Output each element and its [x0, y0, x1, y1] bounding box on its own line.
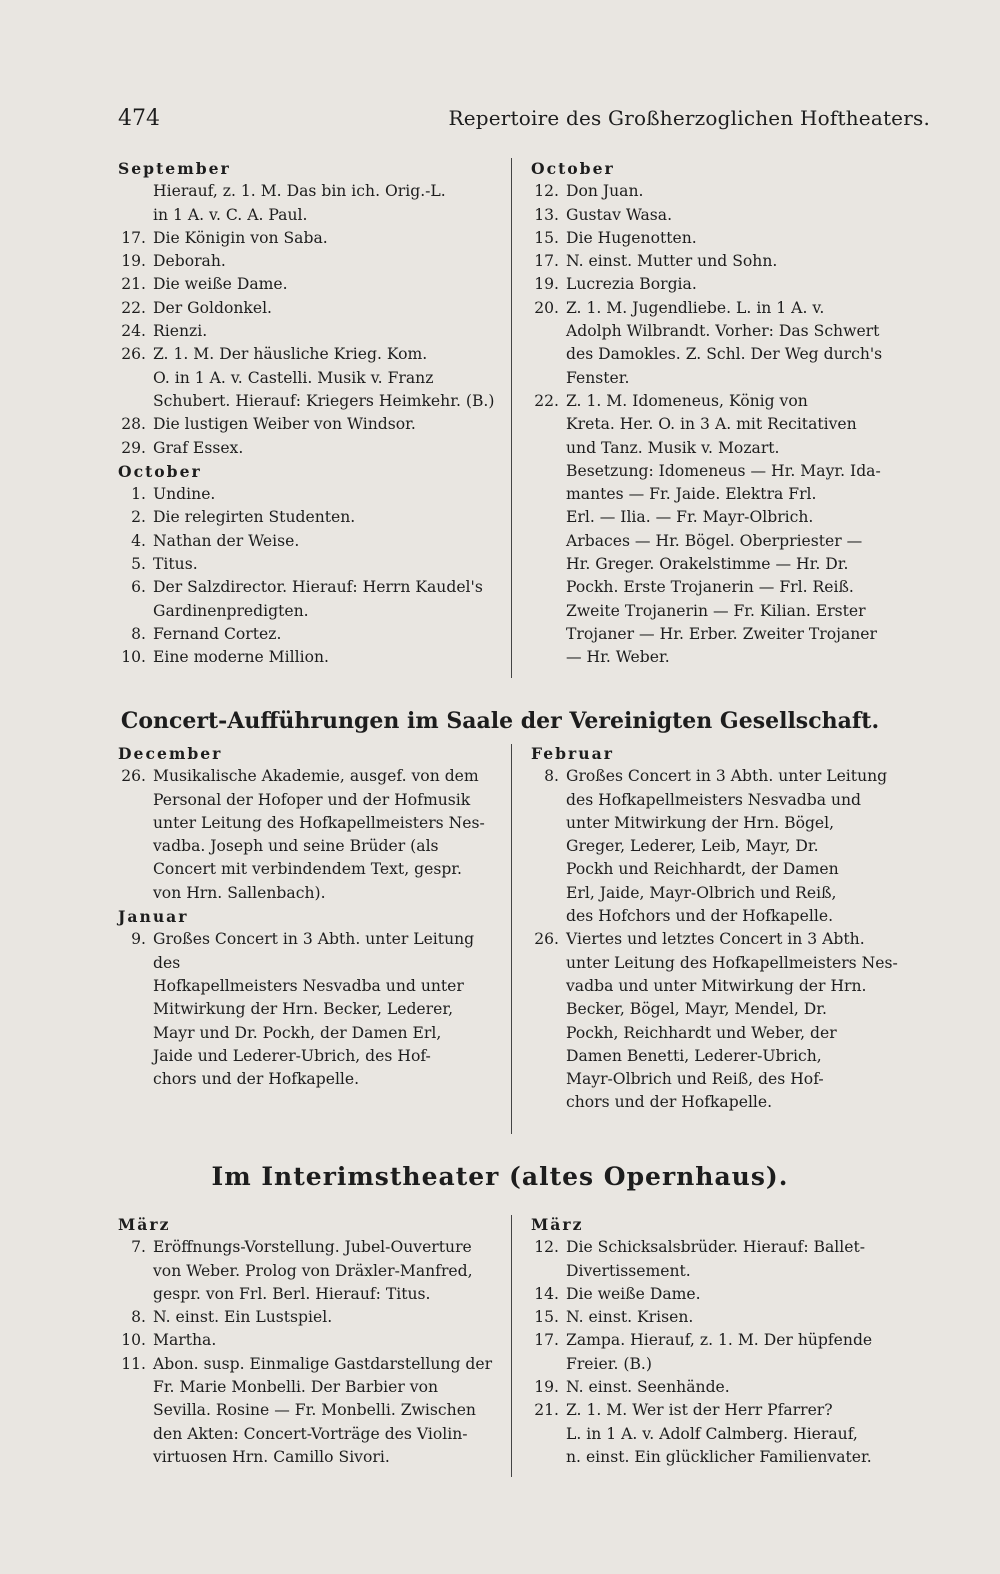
entry-day: 4. — [131, 531, 146, 550]
entry-line: Martha. — [153, 1331, 217, 1350]
entry-line: gespr. von Frl. Berl. Hierauf: Titus. — [153, 1284, 431, 1303]
entry-text — [566, 297, 926, 390]
month-heading: Februar — [531, 744, 614, 763]
entry-line: Gustav Wasa. — [566, 205, 673, 224]
entry-line: Jaide und Lederer-Ubrich, des Hof- — [153, 1046, 431, 1065]
repertoire-entry — [118, 646, 508, 669]
entry-line: vadba. Joseph und seine Brüder (als — [153, 837, 439, 856]
entry-text — [566, 250, 926, 273]
repertoire-entry — [118, 273, 508, 296]
entry-line: in 1 A. v. C. A. Paul. — [153, 205, 308, 224]
entry-line: Der Salzdirector. Hierauf: Herrn Kaudel's — [153, 578, 483, 597]
repertoire-entry — [118, 553, 508, 576]
entry-text — [566, 180, 926, 203]
entry-text — [153, 1306, 508, 1329]
entry-day: 26. — [534, 930, 559, 949]
entry-line: virtuosen Hrn. Camillo Sivori. — [153, 1447, 390, 1466]
entry-day: 28. — [121, 415, 146, 434]
repertoire-entry — [118, 623, 508, 646]
entry-line: Erl, Jaide, Mayr-Olbrich und Reiß, — [566, 883, 837, 902]
month-heading: September — [118, 159, 231, 178]
entry-line: Pockh. Erste Trojanerin — Frl. Reiß. — [566, 578, 854, 597]
repertoire-entry — [118, 343, 508, 413]
entry-day: 8. — [131, 1308, 146, 1327]
entry-line: Mayr und Dr. Pockh, der Damen Erl, — [153, 1023, 442, 1042]
entry-line: Hofkapellmeisters Nesvadba und unter — [153, 976, 464, 995]
entry-line: Trojaner — Hr. Erber. Zweiter Trojaner — [566, 624, 877, 643]
entry-line: N. einst. Krisen. — [566, 1308, 694, 1327]
entry-day: 1. — [131, 485, 146, 504]
entry-line: chors und der Hofkapelle. — [153, 1070, 360, 1089]
entry-day: 17. — [534, 1331, 559, 1350]
entry-line: Eröffnungs-Vorstellung. Jubel-Ouverture — [153, 1238, 472, 1257]
entry-line: Großes Concert in 3 Abth. unter Leitung des — [153, 930, 475, 972]
entry-day: 19. — [121, 252, 146, 271]
section1-left-column — [118, 157, 508, 670]
entry-line: Greger, Lederer, Leib, Mayr, Dr. — [566, 837, 819, 856]
entry-line: Z. 1. M. Jugendliebe. L. in 1 A. v. — [566, 298, 825, 317]
repertoire-entry — [118, 765, 506, 905]
entry-line: — Hr. Weber. — [566, 648, 670, 667]
entry-text — [153, 506, 508, 529]
entry-line: Eine moderne Million. — [153, 648, 329, 667]
entry-day: 22. — [121, 298, 146, 317]
entry-line: Undine. — [153, 485, 216, 504]
repertoire-entry — [118, 928, 506, 1091]
repertoire-entry — [118, 483, 508, 506]
entry-line: Viertes und letztes Concert in 3 Abth. — [566, 930, 865, 949]
entry-line: Z. 1. M. Der häusliche Krieg. Kom. — [153, 345, 428, 364]
entry-text — [153, 227, 508, 250]
entry-line: Erl. — Ilia. — Fr. Mayr-Olbrich. — [566, 508, 814, 527]
entry-line: Z. 1. M. Wer ist der Herr Pfarrer? — [566, 1401, 833, 1420]
month-heading: März — [531, 1215, 584, 1234]
repertoire-entry — [118, 437, 508, 460]
entry-day: 15. — [534, 1308, 559, 1327]
repertoire-entry — [531, 1283, 926, 1306]
entry-day: 19. — [534, 275, 559, 294]
entry-line: unter Leitung des Hofkapellmeisters Nes- — [566, 953, 898, 972]
entry-text — [153, 297, 508, 320]
entry-line: unter Mitwirkung der Hrn. Bögel, — [566, 813, 835, 832]
entry-day: 13. — [534, 205, 559, 224]
entry-text — [566, 273, 926, 296]
entry-line: Hierauf, z. 1. M. Das bin ich. Orig.-L. — [153, 182, 446, 201]
entry-day: 8. — [544, 767, 559, 786]
entry-text — [153, 1236, 508, 1306]
repertoire-entry — [118, 506, 508, 529]
entry-line: Freier. (B.) — [566, 1354, 652, 1373]
repertoire-entry — [118, 250, 508, 273]
month-heading: October — [118, 461, 202, 481]
entry-line: Fernand Cortez. — [153, 624, 282, 643]
entry-day: 5. — [131, 555, 146, 574]
entry-line: Die relegirten Studenten. — [153, 508, 356, 527]
entry-line: Der Goldonkel. — [153, 298, 273, 317]
repertoire-entry — [118, 576, 508, 623]
entry-text — [566, 1399, 926, 1469]
repertoire-entry — [531, 204, 926, 227]
entry-text — [566, 204, 926, 227]
entry-line: N. einst. Seenhände. — [566, 1378, 730, 1397]
repertoire-entry — [531, 1376, 926, 1399]
entry-day: 2. — [131, 508, 146, 527]
entry-text — [153, 273, 508, 296]
repertoire-entry — [531, 1236, 926, 1283]
entry-day: 24. — [121, 322, 146, 341]
entry-line: Rienzi. — [153, 322, 208, 341]
month-heading: März — [118, 1215, 171, 1234]
entry-line: Die weiße Dame. — [566, 1284, 701, 1303]
entry-line: Lucrezia Borgia. — [566, 275, 697, 294]
running-title: Repertoire des Großherzoglichen Hoftheaters. — [448, 106, 930, 130]
entry-day: 17. — [121, 228, 146, 247]
entry-line: Großes Concert in 3 Abth. unter Leitung — [566, 767, 888, 786]
entry-line: Nathan der Weise. — [153, 531, 300, 550]
repertoire-entry — [531, 273, 926, 296]
entry-day: 19. — [534, 1378, 559, 1397]
entry-day: 20. — [534, 298, 559, 317]
month-heading: Januar — [118, 907, 189, 927]
entry-text — [118, 180, 508, 227]
entry-line: Hr. Greger. Orakelstimme — Hr. Dr. — [566, 555, 849, 574]
entry-day: 10. — [121, 648, 146, 667]
entry-text — [153, 765, 506, 905]
repertoire-entry — [118, 1306, 508, 1329]
entry-text — [566, 227, 926, 250]
entry-line: Pockh, Reichhardt und Weber, der — [566, 1023, 837, 1042]
entry-text — [566, 1306, 926, 1329]
entry-line: Fenster. — [566, 368, 630, 387]
entry-line: Zweite Trojanerin — Fr. Kilian. Erster — [566, 601, 866, 620]
entry-line: Schubert. Hierauf: Kriegers Heimkehr. (B.) — [153, 391, 495, 410]
entry-line: Personal der Hofoper und der Hofmusik — [153, 790, 471, 809]
section-heading-concerts: Concert-Aufführungen im Saale der Vereinigten Gesellschaft. — [120, 708, 880, 734]
entry-line: Divertissement. — [566, 1261, 691, 1280]
entry-line: Die Hugenotten. — [566, 228, 697, 247]
entry-line: des Hofchors und der Hofkapelle. — [566, 907, 834, 926]
entry-text — [153, 576, 508, 623]
entry-text — [153, 343, 508, 413]
entry-text — [153, 437, 508, 460]
column-divider — [511, 744, 512, 1134]
entry-day: 17. — [534, 252, 559, 271]
repertoire-entry — [531, 1329, 926, 1376]
entry-line: Besetzung: Idomeneus — Hr. Mayr. Ida- — [566, 461, 881, 480]
section2-right-column — [531, 742, 926, 1115]
entry-line: den Akten: Concert-Vorträge des Violin- — [153, 1424, 468, 1443]
entry-day: 11. — [121, 1354, 146, 1373]
entry-line: Becker, Bögel, Mayr, Mendel, Dr. — [566, 1000, 827, 1019]
entry-line: O. in 1 A. v. Castelli. Musik v. Franz — [153, 368, 434, 387]
entry-text — [153, 320, 508, 343]
entry-day: 8. — [131, 624, 146, 643]
entry-day: 22. — [534, 391, 559, 410]
entry-line: Die Königin von Saba. — [153, 228, 328, 247]
entry-text — [566, 1283, 926, 1306]
entry-line: Damen Benetti, Lederer-Ubrich, — [566, 1046, 822, 1065]
entry-line: Die weiße Dame. — [153, 275, 288, 294]
entry-line: Titus. — [153, 555, 198, 574]
entry-day: 12. — [534, 182, 559, 201]
entry-line: Concert mit verbindendem Text, gespr. — [153, 860, 462, 879]
entry-line: N. einst. Mutter und Sohn. — [566, 252, 778, 271]
entry-text — [566, 1236, 926, 1283]
entry-day: 14. — [534, 1284, 559, 1303]
repertoire-entry — [118, 297, 508, 320]
repertoire-entry — [531, 1306, 926, 1329]
entry-line: Musikalische Akademie, ausgef. von dem — [153, 767, 479, 786]
repertoire-entry — [118, 1329, 508, 1352]
section-heading-interimstheater: Im Interimstheater (altes Opernhaus). — [211, 1162, 789, 1191]
entry-line: Kreta. Her. O. in 3 A. mit Recitativen — [566, 415, 857, 434]
entry-text — [566, 390, 926, 670]
entry-line: Die Schicksalsbrüder. Hierauf: Ballet- — [566, 1238, 866, 1257]
entry-line: Abon. susp. Einmalige Gastdarstellung der — [153, 1354, 493, 1373]
repertoire-entry — [531, 928, 926, 1114]
entry-line: chors und der Hofkapelle. — [566, 1093, 773, 1112]
entry-line: Mitwirkung der Hrn. Becker, Lederer, — [153, 1000, 454, 1019]
entry-day: 10. — [121, 1331, 146, 1350]
section1-right-column — [531, 157, 926, 670]
month-heading: October — [531, 159, 615, 178]
entry-line: Don Juan. — [566, 182, 644, 201]
entry-line: Deborah. — [153, 252, 226, 271]
entry-line: Die lustigen Weiber von Windsor. — [153, 415, 416, 434]
entry-line: Mayr-Olbrich und Reiß, des Hof- — [566, 1070, 824, 1089]
entry-day: 6. — [131, 578, 146, 597]
entry-text — [566, 1376, 926, 1399]
entry-text — [153, 553, 508, 576]
entry-text — [153, 623, 508, 646]
entry-line: Zampa. Hierauf, z. 1. M. Der hüpfende — [566, 1331, 873, 1350]
entry-line: des Damokles. Z. Schl. Der Weg durch's — [566, 345, 883, 364]
repertoire-entry — [531, 180, 926, 203]
section3-right-column — [531, 1213, 926, 1469]
entry-text — [153, 250, 508, 273]
entry-text — [153, 1353, 508, 1469]
repertoire-entry — [531, 390, 926, 670]
entry-text — [153, 483, 508, 506]
entry-day: 29. — [121, 438, 146, 457]
page-number: 474 — [118, 106, 160, 131]
repertoire-entry — [118, 1353, 508, 1469]
entry-line: mantes — Fr. Jaide. Elektra Frl. — [566, 485, 817, 504]
repertoire-entry — [118, 227, 508, 250]
entry-line: von Hrn. Sallenbach). — [153, 883, 326, 902]
repertoire-entry — [531, 765, 926, 928]
repertoire-entry — [531, 250, 926, 273]
entry-line: von Weber. Prolog von Dräxler-Manfred, — [153, 1261, 473, 1280]
entry-line: vadba und unter Mitwirkung der Hrn. — [566, 976, 867, 995]
entry-text — [153, 413, 508, 436]
entry-text — [566, 1329, 926, 1376]
repertoire-entry — [531, 297, 926, 390]
repertoire-entry — [118, 1236, 508, 1306]
entry-day: 26. — [121, 345, 146, 364]
entry-line: Gardinenpredigten. — [153, 601, 309, 620]
entry-line: Graf Essex. — [153, 438, 244, 457]
entry-day: 21. — [534, 1401, 559, 1420]
repertoire-entry — [118, 530, 508, 553]
repertoire-entry — [118, 320, 508, 343]
repertoire-entry — [531, 1399, 926, 1469]
entry-text — [153, 928, 506, 1091]
entry-line: und Tanz. Musik v. Mozart. — [566, 438, 780, 457]
entry-line: n. einst. Ein glücklicher Familienvater. — [566, 1447, 872, 1466]
repertoire-entry — [118, 180, 508, 227]
entry-line: Pockh und Reichhardt, der Damen — [566, 860, 839, 879]
entry-day: 21. — [121, 275, 146, 294]
column-divider — [511, 158, 512, 678]
entry-text — [566, 765, 926, 928]
repertoire-entry — [531, 227, 926, 250]
entry-line: Sevilla. Rosine — Fr. Monbelli. Zwischen — [153, 1401, 476, 1420]
repertoire-entry — [118, 413, 508, 436]
column-divider — [511, 1215, 512, 1477]
section2-left-column — [118, 742, 506, 1091]
entry-day: 12. — [534, 1238, 559, 1257]
entry-line: N. einst. Ein Lustspiel. — [153, 1308, 333, 1327]
entry-line: L. in 1 A. v. Adolf Calmberg. Hierauf, — [566, 1424, 858, 1443]
entry-text — [153, 646, 508, 669]
entry-day: 26. — [121, 767, 146, 786]
entry-day: 7. — [131, 1238, 146, 1257]
entry-text — [153, 1329, 508, 1352]
entry-line: unter Leitung des Hofkapellmeisters Nes- — [153, 813, 485, 832]
entry-line: Arbaces — Hr. Bögel. Oberpriester — — [566, 531, 863, 550]
entry-line: Fr. Marie Monbelli. Der Barbier von — [153, 1378, 439, 1397]
section3-left-column — [118, 1213, 508, 1469]
month-heading: December — [118, 744, 223, 763]
entry-line: des Hofkapellmeisters Nesvadba und — [566, 790, 862, 809]
entry-day: 9. — [131, 930, 146, 949]
entry-text — [566, 928, 926, 1114]
entry-line: Adolph Wilbrandt. Vorher: Das Schwert — [566, 322, 880, 341]
page-header — [118, 106, 930, 136]
entry-line: Z. 1. M. Idomeneus, König von — [566, 391, 808, 410]
entry-day: 15. — [534, 228, 559, 247]
entry-text — [153, 530, 508, 553]
